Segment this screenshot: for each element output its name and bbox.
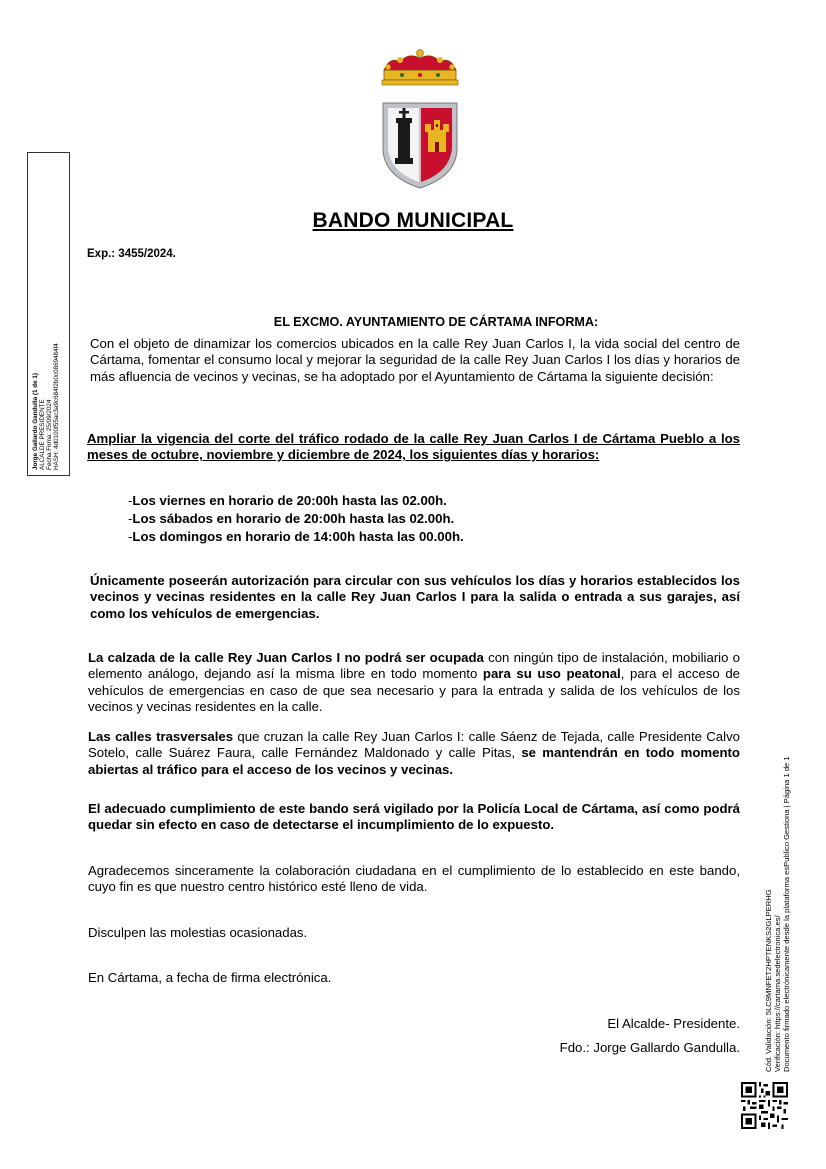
apology-paragraph: Disculpen las molestias ocasionadas. bbox=[88, 925, 308, 940]
signatory-name: Fdo.: Jorge Gallardo Gandulla. bbox=[559, 1040, 740, 1055]
coat-of-arms-logo bbox=[378, 48, 462, 190]
authorization-paragraph: Únicamente poseerán autorización para circular con sus vehículos los días y horarios establecidos los vecinos y vecinas residentes en la calle Rey Juan Carlos I para la salida o entrada a sus garajes, así como los vehículos de emergencias. bbox=[90, 573, 740, 621]
section-heading: EL EXCMO. AYUNTAMIENTO DE CÁRTAMA INFORMA: bbox=[273, 315, 599, 329]
list-item: -Los viernes en horario de 20:00h hasta las 02.00h. bbox=[128, 493, 447, 508]
enforcement-paragraph: El adecuado cumplimiento de este bando será vigilado por la Policía Local de Cártama, así como podrá quedar sin efecto en caso de detectarse el incumplimiento de lo expuesto. bbox=[88, 801, 740, 833]
verification-text: Cód. Validación: 5LC9MNFET2HPTENKS2GLPERHG Verificación: https://cartama.sedelectronica.es/ Documento firmado electrónicamente desde la plataforma esPublico Gestiona | Página 1 de 1 bbox=[764, 756, 792, 1072]
intro-paragraph: Con el objeto de dinamizar los comercios ubicados en la calle Rey Juan Carlos I, la vida social del centro de Cártama, fomentar el consumo local y mejorar la seguridad de la calle Rey Juan Carlos I los días y horarios de más afluencia de vecinos y vecinas, se ha adoptado por el Ayuntamiento de Cártama la siguiente decisión: bbox=[90, 336, 740, 384]
signature-stamp: Jorge Gallardo Gandulla (1 de 1) ALCALDE PRESIDENTE Fecha Firma: 25/09/2024 HASH: 4d0100f55ac3a9c684f2b0c0869484f4 bbox=[32, 343, 60, 470]
list-item: -Los sábados en horario de 20:00h hasta las 02.00h. bbox=[128, 511, 455, 526]
place-date: En Cártama, a fecha de firma electrónica. bbox=[88, 970, 332, 985]
case-number: Exp.: 3455/2024. bbox=[87, 248, 176, 260]
crown-icon bbox=[382, 50, 458, 86]
decision-paragraph: Ampliar la vigencia del corte del tráfico rodado de la calle Rey Juan Carlos I de Cártama Pueblo a los meses de octubre, noviembre y diciembre de 2024, los siguientes días y horarios: bbox=[87, 431, 740, 463]
shield-icon bbox=[383, 103, 457, 188]
roadway-paragraph: La calzada de la calle Rey Juan Carlos I no podrá ser ocupada con ningún tipo de instalación, mobiliario o elemento análogo, dejando así la misma libre en todo momento para su uso peatonal, para el acceso de vehículos de emergencias en caso de que sea necesario y para la entrada y salida de los vehículos de los vecinos y vecinas residentes en la calle. bbox=[88, 650, 740, 715]
schedule-list bbox=[128, 492, 464, 546]
signatory-role: El Alcalde- Presidente. bbox=[607, 1016, 740, 1031]
thanks-paragraph: Agradecemos sinceramente la colaboración ciudadana en el cumplimiento de lo establecido en este bando, cuyo fin es que nuestro centro histórico esté lleno de vida. bbox=[88, 863, 740, 895]
document-title: BANDO MUNICIPAL bbox=[312, 209, 514, 232]
list-item: -Los domingos en horario de 14:00h hasta las 00.00h. bbox=[128, 529, 464, 544]
qr-code-icon bbox=[741, 1082, 788, 1129]
cross-streets-paragraph: Las calles trasversales que cruzan la calle Rey Juan Carlos I: calle Sáenz de Tejada, calle Presidente Calvo Sotelo, calle Suárez Faura, calle Fernández Maldonado y calle Pitas, se mantendrán en todo momento abiertas al tráfico para el acceso de los vecinos y vecinas. bbox=[88, 729, 741, 777]
